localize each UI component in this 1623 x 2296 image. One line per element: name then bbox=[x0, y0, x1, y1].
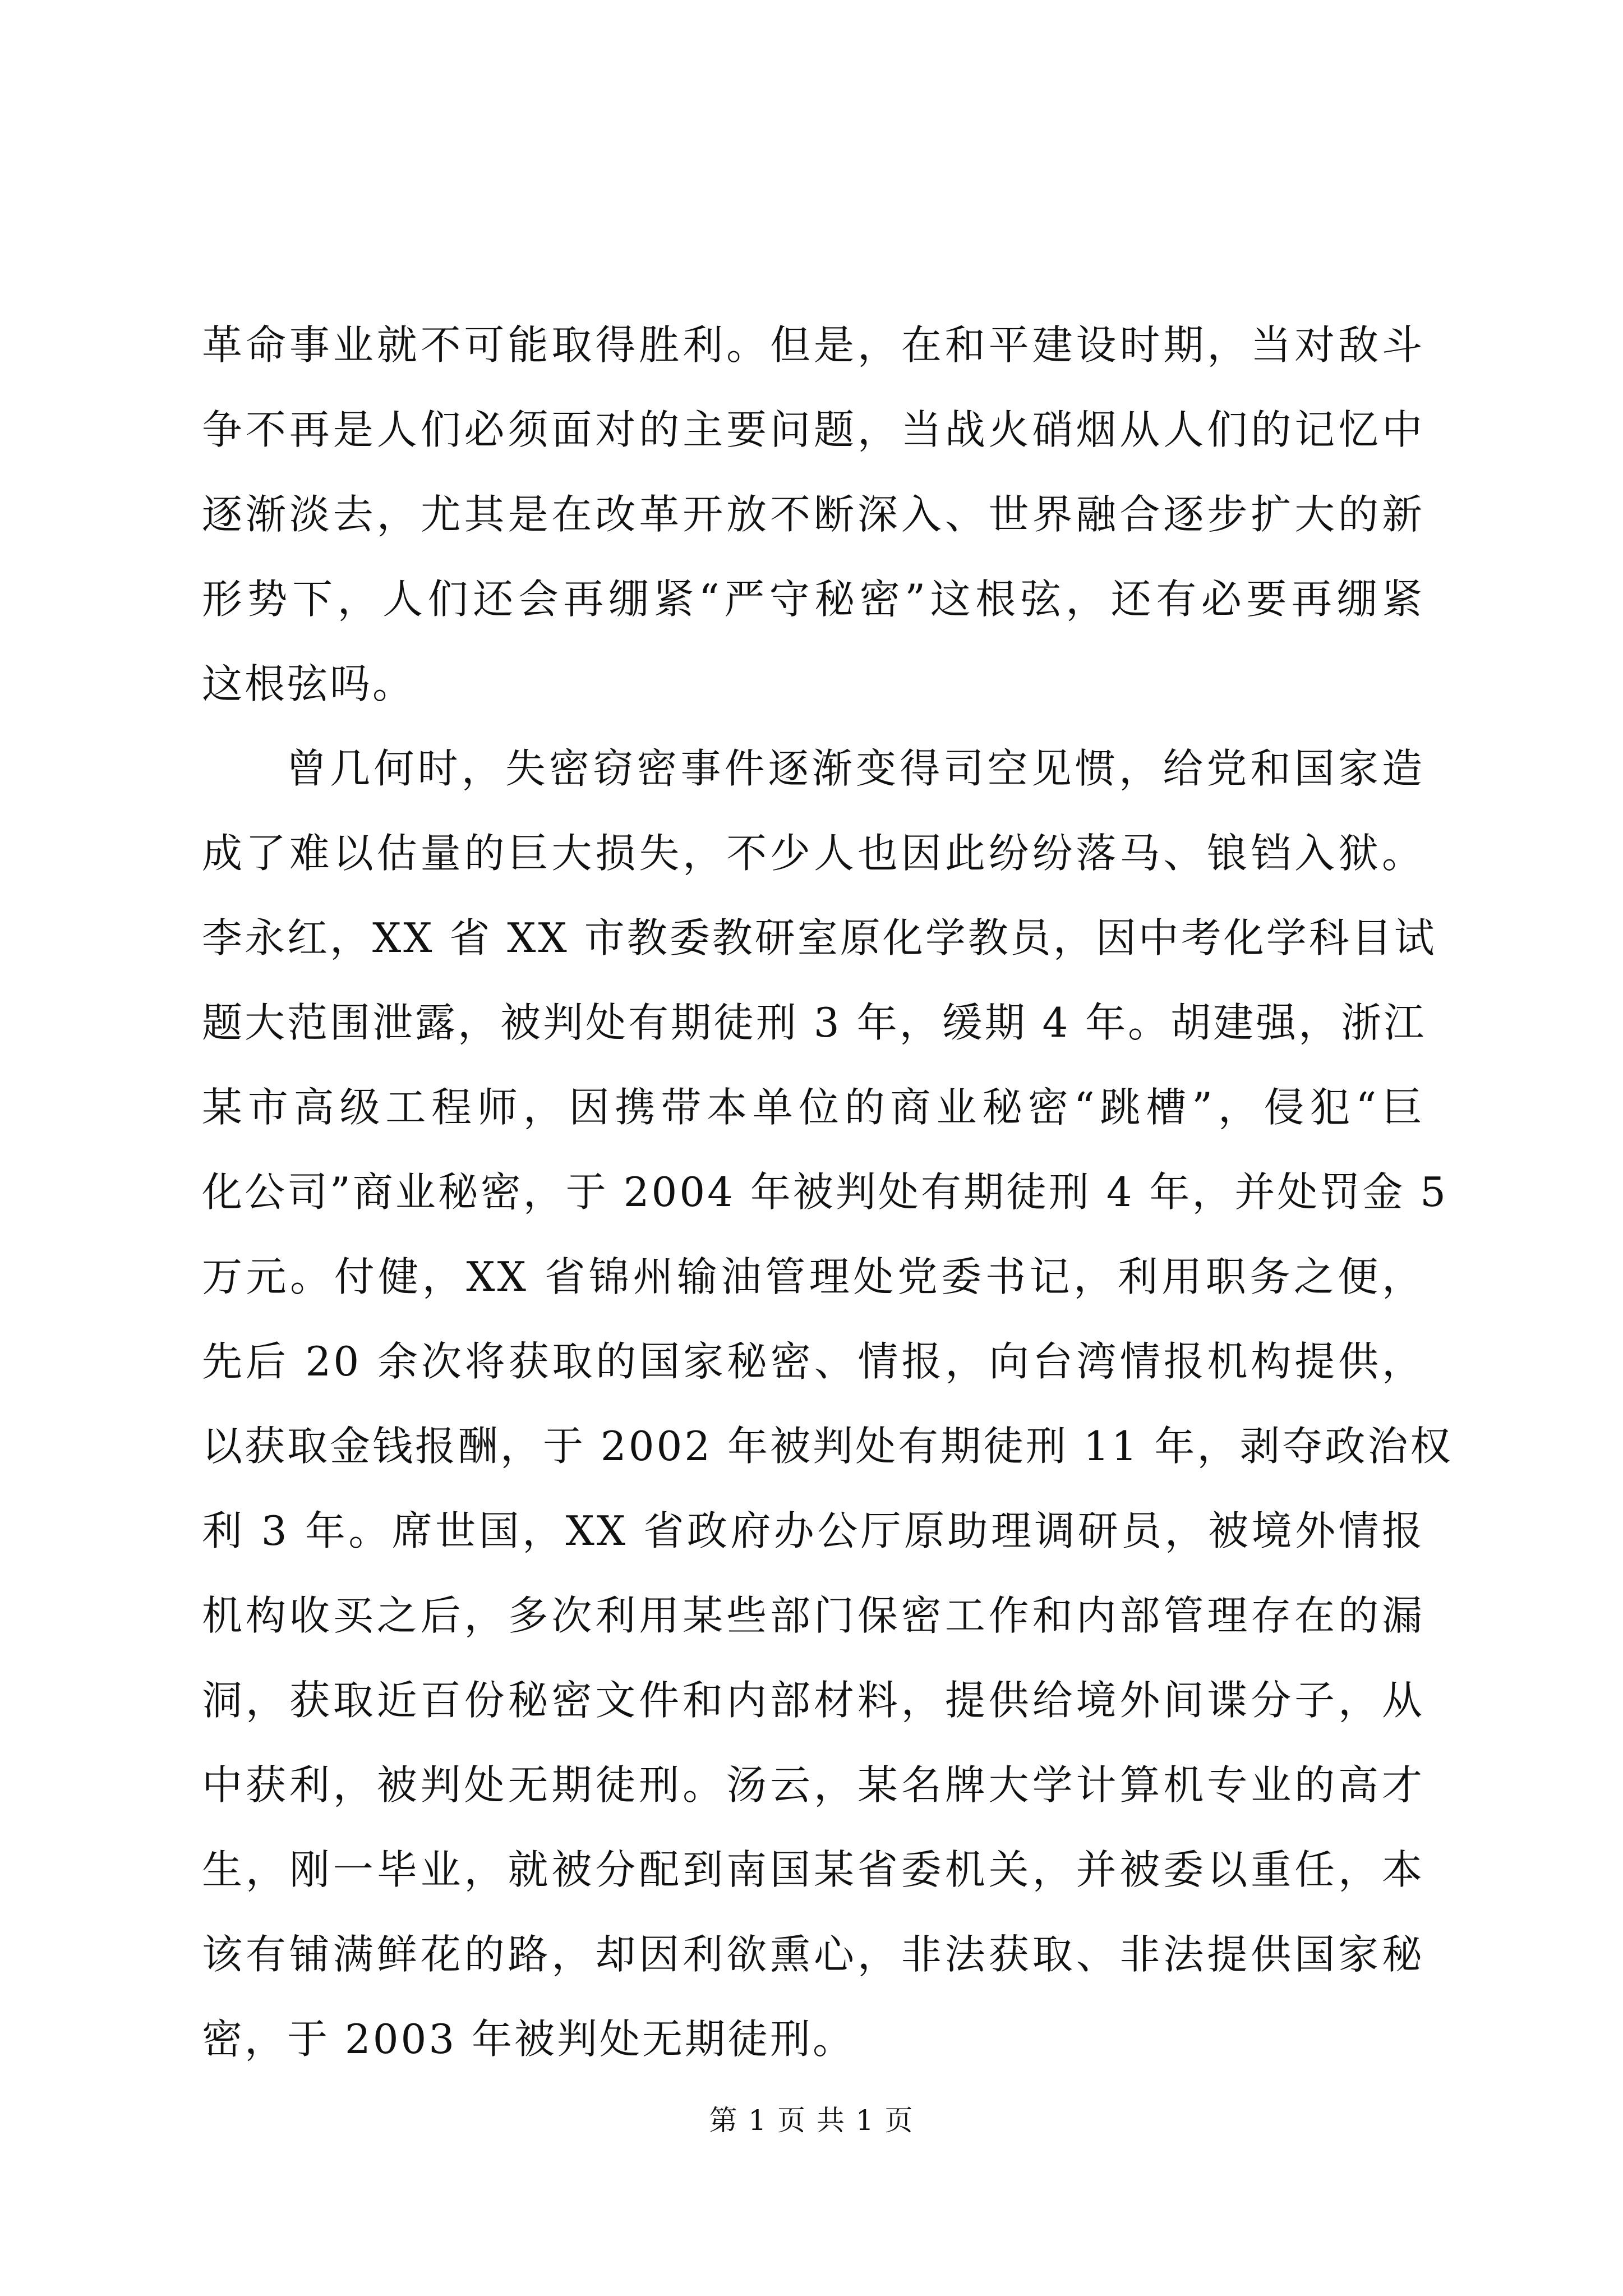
paragraph-2-line-16: 密，于 2003 年被判处无期徒刑。 bbox=[202, 2016, 856, 2063]
paragraph-1-line-4: 形势下，人们还会再绷紧“严守秘密”这根弦，还有必要再绷紧 bbox=[202, 576, 1424, 623]
page-number-label: 第 1 页 共 1 页 bbox=[709, 2104, 914, 2137]
paragraph-1-line-2: 争不再是人们必须面对的主要问题，当战火硝烟从人们的记忆中 bbox=[202, 406, 1424, 453]
paragraph-2-line-12: 洞，获取近百份秘密文件和内部材料，提供给境外间谍分子，从 bbox=[202, 1677, 1424, 1724]
paragraph-1-line-1: 革命事业就不可能取得胜利。但是，在和平建设时期，当对敌斗 bbox=[202, 321, 1424, 369]
document-body bbox=[202, 303, 1453, 2082]
paragraph-2-line-10: 利 3 年。席世国，XX 省政府办公厅原助理调研员，被境外情报 bbox=[202, 1507, 1424, 1554]
paragraph-2-line-4: 题大范围泄露，被判处有期徒刑 3 年，缓期 4 年。胡建强，浙江 bbox=[202, 999, 1427, 1046]
paragraph-2-line-3: 李永红，XX 省 XX 市教委教研室原化学教员，因中考化学科目试 bbox=[202, 914, 1437, 961]
paragraph-2-line-8: 先后 20 余次将获取的国家秘密、情报，向台湾情报机构提供， bbox=[202, 1338, 1424, 1385]
paragraph-2-line-5: 某市高级工程师，因携带本单位的商业秘密“跳槽”，侵犯“巨 bbox=[202, 1084, 1424, 1131]
paragraph-2-line-1: 曾几何时，失密窃密事件逐渐变得司空见惯，给党和国家造 bbox=[286, 745, 1424, 792]
paragraph-1-line-5: 这根弦吗。 bbox=[202, 660, 416, 707]
paragraph-2-line-15: 该有铺满鲜花的路，却因利欲熏心，非法获取、非法提供国家秘 bbox=[202, 1931, 1424, 1978]
paragraph-2-line-7: 万元。付健，XX 省锦州输油管理处党委书记，利用职务之便， bbox=[202, 1253, 1424, 1300]
paragraph-2-line-9: 以获取金钱报酬，于 2002 年被判处有期徒刑 11 年，剥夺政治权 bbox=[202, 1423, 1453, 1470]
paragraph-2-line-6: 化公司”商业秘密，于 2004 年被判处有期徒刑 4 年，并处罚金 5 bbox=[202, 1168, 1449, 1216]
paragraph-2-line-2: 成了难以估量的巨大损失，不少人也因此纷纷落马、锒铛入狱。 bbox=[202, 830, 1424, 877]
paragraph-1-line-3: 逐渐淡去，尤其是在改革开放不断深入、世界融合逐步扩大的新 bbox=[202, 491, 1424, 538]
page-footer bbox=[0, 2101, 1623, 2140]
paragraph-2-line-13: 中获利，被判处无期徒刑。汤云，某名牌大学计算机专业的高才 bbox=[202, 1761, 1424, 1809]
paragraph-2-line-14: 生，刚一毕业，就被分配到南国某省委机关，并被委以重任，本 bbox=[202, 1846, 1424, 1893]
paragraph-2-line-11: 机构收买之后，多次利用某些部门保密工作和内部管理存在的漏 bbox=[202, 1592, 1424, 1639]
